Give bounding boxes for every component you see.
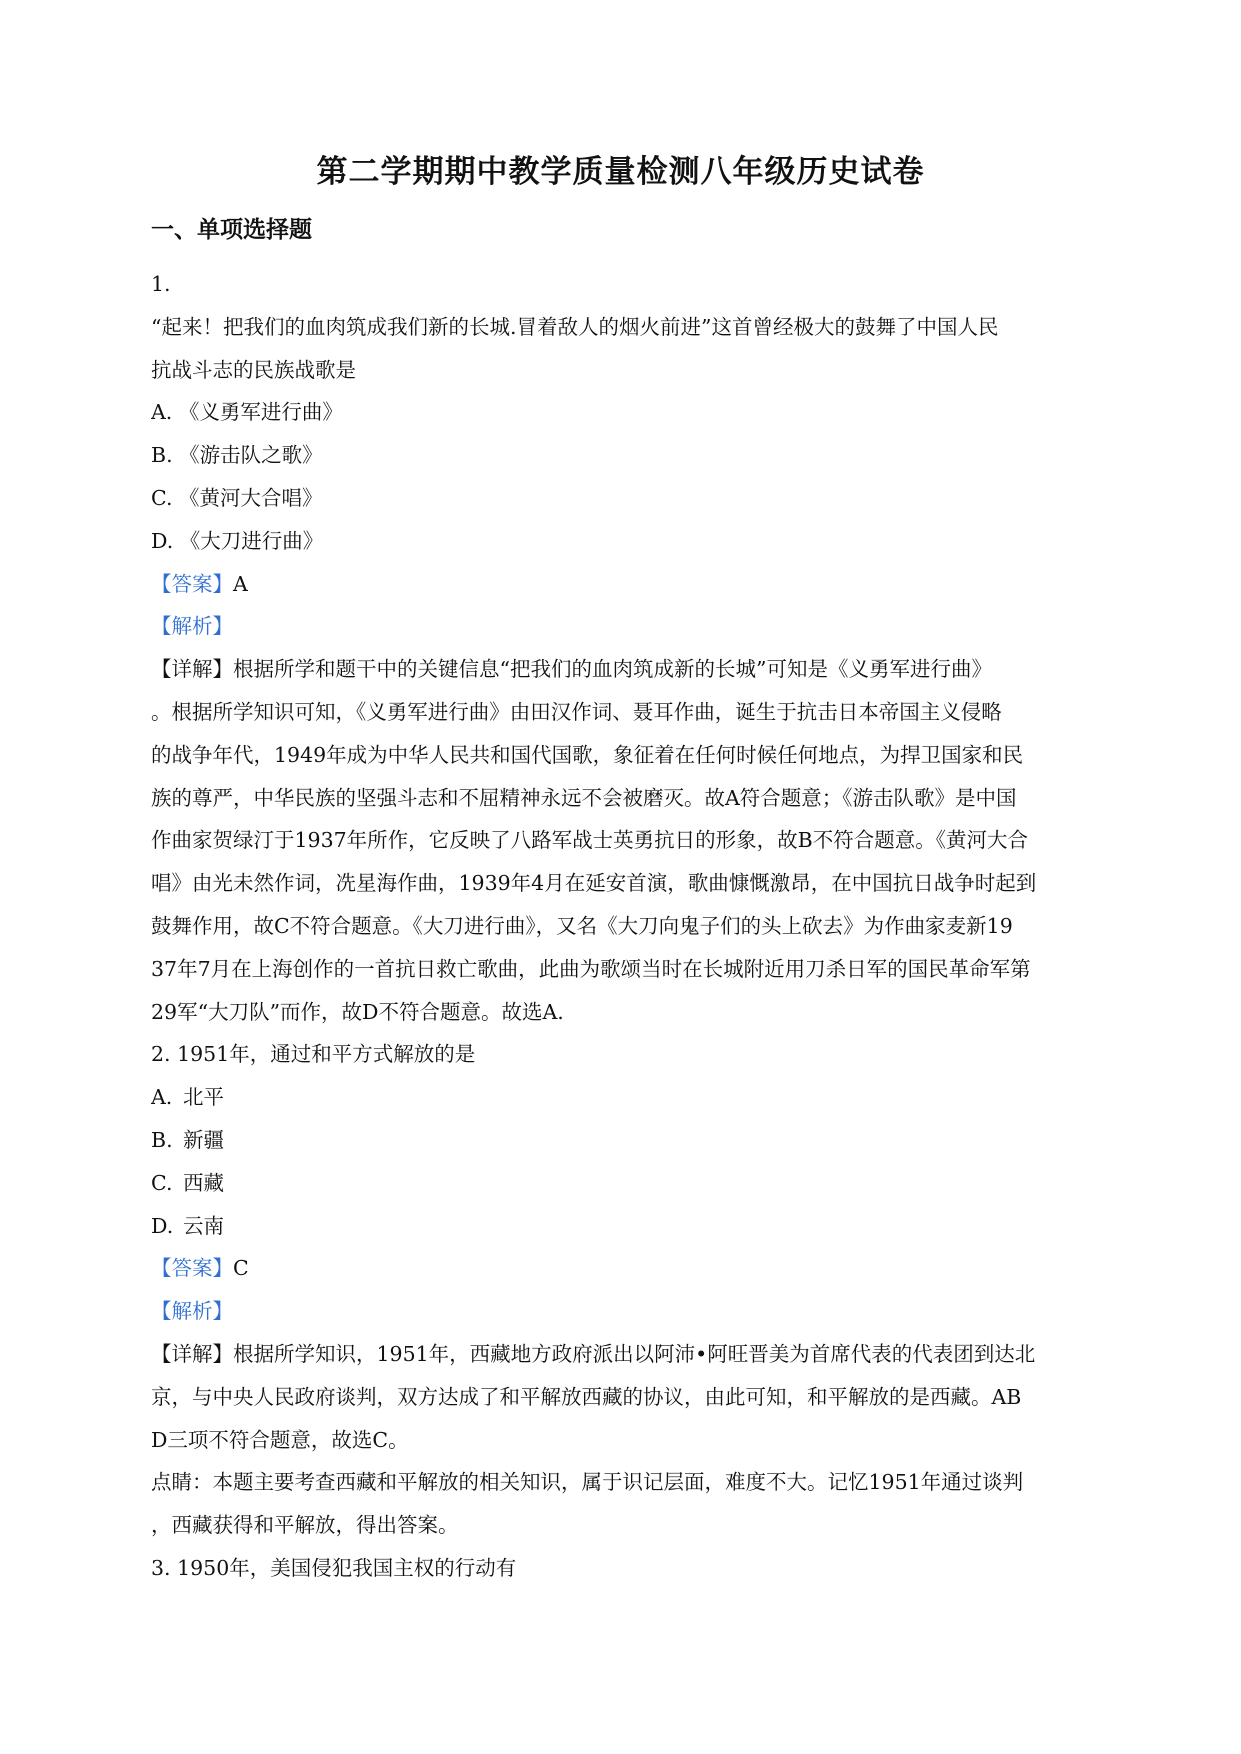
detail-tag: 【详解】 <box>151 657 233 682</box>
question-2-option-a <box>151 1076 1096 1119</box>
question-1-detail-line: 唱》由光未然作词，冼星海作曲，1939年4月在延安首演，歌曲慷慨激昂，在中国抗日战争时起到 <box>151 871 1037 896</box>
question-3-stem: 3. 1950年，美国侵犯我国主权的行动有 <box>151 1555 517 1580</box>
answer-value: C <box>233 1256 249 1281</box>
question-1-answer <box>151 563 1096 606</box>
option-letter: A. <box>151 1085 173 1110</box>
question-1-detail-line: 作曲家贺绿汀于1937年所作，它反映了八路军战士英勇抗日的形象，故B不符合题意。《黄河大合 <box>151 828 1028 853</box>
question-1-detail-line: 鼓舞作用，故C不符合题意。《大刀进行曲》，又名《大刀向鬼子们的头上砍去》为作曲家麦新19 <box>151 913 1013 938</box>
question-1-detail-line: 族的尊严，中华民族的坚强斗志和不屈精神永远不会被磨灭。故A符合题意；《游击队歌》是中国 <box>151 785 1017 810</box>
detail-tag: 【详解】 <box>151 1341 233 1366</box>
question-1-detail-line: 的战争年代，1949年成为中华人民共和国代国歌，象征着在任何时候任何地点，为捍卫国家和民 <box>151 742 1024 767</box>
question-2-detail-line: D三项不符合题意，故选C。 <box>151 1427 409 1452</box>
question-2-analysis <box>151 1290 1096 1333</box>
answer-tag: 【答案】 <box>151 1256 233 1281</box>
question-list <box>151 263 1096 1590</box>
question-1-option-d: D. 《大刀进行曲》 <box>151 528 324 553</box>
analysis-tag: 【解析】 <box>151 614 233 639</box>
question-2-note-line: 点睛：本题主要考查西藏和平解放的相关知识，属于识记层面，难度不大。记忆1951年通过谈判 <box>151 1470 1024 1495</box>
question-1-stem-line: 抗战斗志的民族战歌是 <box>151 357 356 382</box>
answer-value: A <box>233 571 248 596</box>
option-text: 云南 <box>183 1213 224 1238</box>
question-1-analysis <box>151 605 1096 648</box>
question-1-option-b: B. 《游击队之歌》 <box>151 443 323 468</box>
question-2-note-line: ，西藏获得和平解放，得出答案。 <box>151 1513 459 1538</box>
option-letter: D. <box>151 1213 174 1238</box>
question-1-detail-line <box>151 648 1096 691</box>
analysis-tag: 【解析】 <box>151 1299 233 1324</box>
section-heading: 一、单项选择题 <box>151 216 312 243</box>
question-2-option-d <box>151 1205 1096 1248</box>
question-2-option-b <box>151 1119 1096 1162</box>
question-1-detail-line: 。根据所学知识可知，《义勇军进行曲》由田汉作词、聂耳作曲，诞生于抗击日本帝国主义侵略 <box>151 699 1002 724</box>
question-1-detail-line: 29军“大刀队”而作，故D不符合题意。故选A. <box>151 999 564 1024</box>
option-text: 新疆 <box>183 1127 224 1152</box>
question-1-option-a: A. 《义勇军进行曲》 <box>151 400 343 425</box>
question-2-detail-line <box>151 1333 1096 1376</box>
option-text: 北平 <box>183 1085 224 1110</box>
option-letter: B. <box>151 1127 173 1152</box>
question-2-detail-line: 京，与中央人民政府谈判，双方达成了和平解放西藏的协议，由此可知，和平解放的是西藏。AB <box>151 1384 1022 1409</box>
detail-text: 根据所学知识，1951年，西藏地方政府派出以阿沛•阿旺晋美为首席代表的代表团到达北 <box>233 1341 1036 1366</box>
question-2-answer <box>151 1247 1096 1290</box>
question-1-option-c: C. 《黄河大合唱》 <box>151 485 323 510</box>
question-1-stem-line: “起来！把我们的血肉筑成我们新的长城.冒着敌人的烟火前进”这首曾经极大的鼓舞了中国人民 <box>151 314 999 339</box>
question-2-stem: 2. 1951年，通过和平方式解放的是 <box>151 1042 476 1067</box>
answer-tag: 【答案】 <box>151 571 233 596</box>
option-text: 西藏 <box>183 1170 224 1195</box>
page-title: 第二学期期中教学质量检测八年级历史试卷 <box>316 154 925 190</box>
question-1-number: 1. <box>151 272 171 296</box>
question-1-detail-line: 37年7月在上海创作的一首抗日救亡歌曲，此曲为歌颂当时在长城附近用刀杀日军的国民革命军第 <box>151 956 1031 981</box>
question-2-option-c <box>151 1162 1096 1205</box>
detail-text: 根据所学和题干中的关键信息“把我们的血肉筑成新的长城”可知是《义勇军进行曲》 <box>233 657 992 682</box>
option-letter: C. <box>151 1170 173 1195</box>
